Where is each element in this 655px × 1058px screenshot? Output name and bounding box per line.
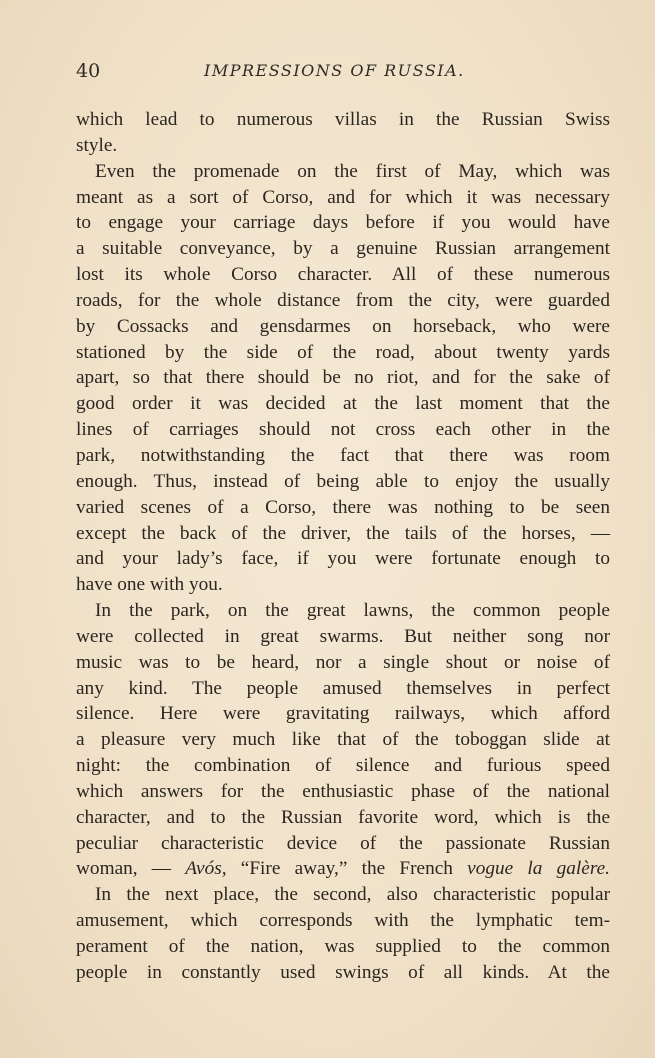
text-line: In the next place, the second, also characteristic popular: [95, 884, 610, 906]
text-line: a suitable conveyance, by a genuine Russian arrangement: [76, 238, 610, 260]
text-line: good order it was decided at the last moment that the: [76, 393, 610, 415]
text-line: amusement, which corresponds with the lymphatic tem-: [76, 910, 610, 932]
page-header: [76, 60, 610, 86]
text-line: enough. Thus, instead of being able to enjoy the usually: [76, 470, 610, 492]
text-line: except the back of the driver, the tails of the horses, —: [76, 522, 610, 544]
text-line: which lead to numerous villas in the Russian Swiss: [76, 109, 610, 130]
text-line: Even the promenade on the first of May, which was: [95, 160, 610, 182]
text-line-with-italics: [76, 856, 610, 882]
text-line: have one with you.: [76, 574, 223, 596]
text-line: perament of the nation, was supplied to the common: [76, 936, 610, 957]
text-segment: woman, —: [76, 858, 186, 880]
text-line: to engage your carriage days before if you would have: [76, 212, 610, 234]
text-line: lost its whole Corso character. All of these numerous: [76, 264, 610, 286]
text-line: peculiar characteristic device of the passionate Russian: [76, 832, 610, 854]
text-line: a pleasure very much like that of the toboggan slide at: [76, 729, 610, 751]
text-line: which answers for the enthusiastic phase of the national: [76, 780, 610, 802]
text-line: roads, for the whole distance from the city, were guarded: [76, 289, 610, 311]
text-line: were collected in great swarms. But neither song nor: [76, 625, 610, 647]
body-text: [76, 107, 610, 986]
page-number: 40: [76, 60, 101, 82]
text-segment: “Fire away,” the French: [226, 858, 468, 880]
italic-french-phrase: vogue la galère.: [467, 858, 610, 880]
text-line: night: the combination of silence and furious speed: [76, 755, 610, 777]
text-line: meant as a sort of Corso, and for which it was necessary: [76, 186, 610, 208]
text-line: music was to be heard, nor a single shout or noise of: [76, 651, 610, 673]
text-line: silence. Here were gravitating railways, which afford: [76, 703, 610, 725]
text-line: character, and to the Russian favorite word, which is the: [76, 806, 610, 828]
text-line: varied scenes of a Corso, there was nothing to be seen: [76, 496, 610, 518]
italic-word-avos: Avós,: [185, 858, 227, 880]
text-line: any kind. The people amused themselves in perfect: [76, 677, 610, 699]
running-head: IMPRESSIONS OF RUSSIA.: [204, 61, 465, 80]
text-line: style.: [76, 134, 118, 156]
text-line: lines of carriages should not cross each other in the: [76, 419, 610, 441]
text-line: park, notwithstanding the fact that there was room: [76, 444, 610, 466]
text-line: people in constantly used swings of all kinds. At the: [76, 961, 610, 983]
text-line: apart, so that there should be no riot, and for the sake of: [76, 367, 610, 389]
text-line: In the park, on the great lawns, the common people: [95, 600, 610, 622]
text-line: and your lady’s face, if you were fortunate enough to: [76, 548, 610, 570]
text-line: by Cossacks and gensdarmes on horseback, who were: [76, 315, 610, 337]
text-line: stationed by the side of the road, about twenty yards: [76, 341, 610, 363]
